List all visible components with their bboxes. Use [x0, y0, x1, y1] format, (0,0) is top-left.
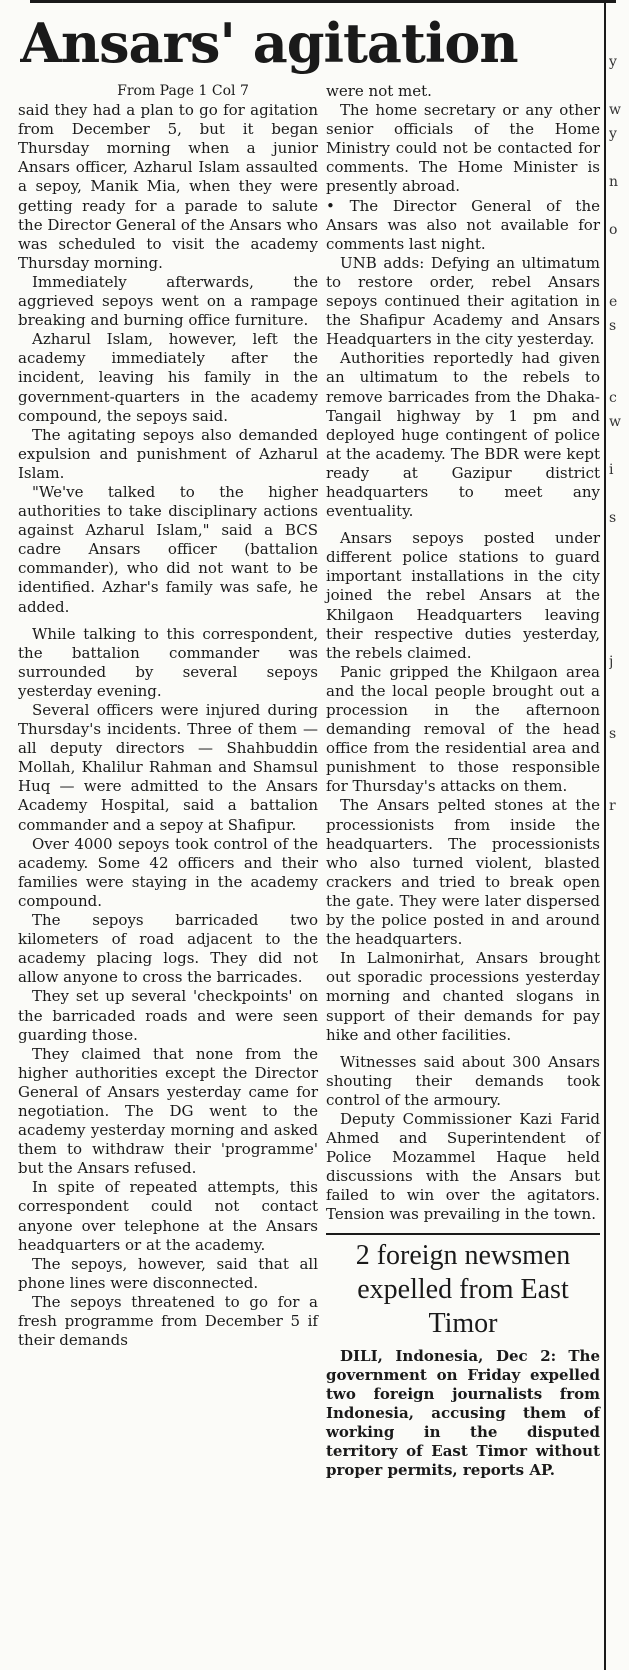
- dateline: DILI, Indonesia, Dec 2:: [340, 1346, 557, 1365]
- edge-letter: w: [609, 414, 621, 430]
- paragraph: The sepoys barricaded two kilometers of road adjacent to the academy placing logs. They did not allow anyone to cross the barricades.: [18, 911, 318, 987]
- paragraph: Immediately afterwards, the aggrieved sepoys went on a rampage breaking and burning office furniture.: [18, 272, 318, 330]
- column-rule: [604, 0, 606, 1670]
- edge-letter: s: [609, 726, 617, 742]
- paragraph: Ansars sepoys posted under different police stations to guard important installations in the city joined the rebel Ansars at the Khilgaon Headquarters leaving their respective duties yesterday, the rebels claimed.: [326, 529, 600, 662]
- edge-letter: i: [609, 462, 614, 478]
- edge-letter: y: [609, 126, 617, 142]
- paragraph: In spite of repeated attempts, this correspondent could not contact anyone over telephone at the Ansars headquarters or at the academy.: [18, 1178, 318, 1254]
- paragraph: "We've talked to the higher authorities to take disciplinary actions against Azharul Islam," said a BCS cadre Ansars officer (battalion commander), who did not want to be identified. Azhar's family was safe, he added.: [18, 482, 318, 616]
- edge-letter: [609, 674, 629, 698]
- edge-letter: w: [609, 102, 621, 118]
- edge-letter: e: [609, 294, 618, 310]
- edge-letter: [609, 530, 629, 554]
- edge-letter: [609, 890, 629, 914]
- paragraph: While talking to this correspondent, the battalion commander was surrounded by several sepoys yesterday evening.: [18, 624, 318, 700]
- edge-letter: [609, 818, 629, 842]
- article-column-1: [18, 82, 318, 1350]
- paragraph: The agitating sepoys also demanded expulsion and punishment of Azharul Islam.: [18, 425, 318, 482]
- edge-letter: [609, 482, 629, 506]
- edge-letter: s: [609, 318, 617, 334]
- edge-letter: [609, 338, 629, 362]
- paragraph: Witnesses said about 300 Ansars shouting their demands took control of the armoury.: [326, 1052, 600, 1109]
- paragraph: Over 4000 sepoys took control of the academy. Some 42 officers and their families were staying in the academy compound.: [18, 834, 318, 910]
- edge-letter: [609, 770, 629, 794]
- paragraph: The home secretary or any other senior officials of the Home Ministry could not be contacted for comments. The Home Minister is presently abroad.: [326, 101, 600, 196]
- edge-letter: [609, 578, 629, 602]
- edge-letter: s: [609, 510, 617, 526]
- paragraph: • The Director General of the Ansars was also not available for comments last night.: [326, 196, 600, 253]
- edge-letter: n: [609, 174, 619, 190]
- paragraph: The Ansars pelted stones at the processionists from inside the headquarters. The processionists who also turned violent, blasted crackers and tried to break open the gate. They were later dispersed by the police posted in and around the headquarters.: [326, 796, 600, 949]
- second-story-body: [326, 1347, 600, 1481]
- story-divider: [326, 1233, 600, 1235]
- paragraph: In Lalmonirhat, Ansars brought out sporadic processions yesterday morning and chanted slogans in support of their demands for pay hike and other facilities.: [326, 949, 600, 1044]
- paragraph: Panic gripped the Khilgaon area and the local people brought out a procession in the afternoon demanding removal of the head office from the residential area and punishment to those responsible for Thursday's attacks on them.: [326, 662, 600, 796]
- second-story-headline: 2 foreign newsmen expelled from East Timor: [355, 1239, 571, 1339]
- edge-letter: [609, 602, 629, 626]
- second-story-text: The government on Friday expelled two foreign journalists from Indonesia, accusing them of working in the disputed territory of East Timor without proper permits, reports AP.: [326, 1346, 600, 1480]
- edge-letter: [609, 866, 629, 890]
- edge-letter: j: [609, 654, 614, 670]
- paragraph: UNB adds: Defying an ultimatum to restore order, rebel Ansars sepoys continued their agitation in the Shafipur Academy and Ansars Headquarters in the city yesterday.: [326, 253, 600, 349]
- paragraph: Deputy Commissioner Kazi Farid Ahmed and Superintendent of Police Mozammel Haque held discussions with the Ansars but failed to win over the agitators. Tension was prevailing in the town.: [326, 1109, 600, 1224]
- paragraph: They claimed that none from the higher authorities except the Director General of Ansars yesterday came for negotiation. The DG went to the academy yesterday morning and asked them to withdraw their 'programme' but the Ansars refused.: [18, 1044, 318, 1178]
- edge-letter: y: [609, 54, 617, 70]
- edge-letter: [609, 554, 629, 578]
- byline: From Page 1 Col 7: [117, 83, 249, 99]
- paragraph: Several officers were injured during Thursday's incidents. Three of them — all deputy directors — Shahbuddin Mollah, Khalilur Rahman and Shamsul Huq — were admitted to the Ansars Academy Hospital, said a battalion commander and a sepoy at Shafipur.: [18, 701, 318, 834]
- edge-letter: [609, 746, 629, 770]
- paragraph: Azharul Islam, however, left the academy immediately after the incident, leaving his family in the government-quarters in the academy compound, the sepoys said.: [18, 330, 318, 425]
- edge-letter: [609, 842, 629, 866]
- adjacent-column-fragment: [609, 50, 629, 914]
- edge-letter: o: [609, 222, 618, 238]
- edge-letter: r: [609, 798, 616, 814]
- edge-letter: [609, 194, 629, 218]
- paragraph: Authorities reportedly had given an ultimatum to the rebels to remove barricades from the Dhaka-Tangail highway by 1 pm and deployed huge contingent of police at the academy. The BDR were kept ready at Gazipur district headquarters to meet any eventuality.: [326, 349, 600, 521]
- edge-letter: c: [609, 390, 617, 406]
- paragraph: They set up several 'checkpoints' on the barricaded roads and were seen guarding those.: [18, 987, 318, 1044]
- edge-letter: [609, 362, 629, 386]
- paragraph: The sepoys, however, said that all phone lines were disconnected.: [18, 1254, 318, 1292]
- edge-letter: [609, 242, 629, 266]
- article-column-2: [326, 82, 600, 1480]
- edge-letter: [609, 626, 629, 650]
- edge-letter: [609, 434, 629, 458]
- edge-letter: [609, 266, 629, 290]
- paragraph: The sepoys threatened to go for a fresh programme from December 5 if their demands: [18, 1292, 318, 1350]
- edge-letter: [609, 146, 629, 170]
- edge-letter: [609, 74, 629, 98]
- paragraph: were not met.: [326, 82, 432, 100]
- headline: Ansars' agitation: [20, 11, 518, 75]
- paragraph: said they had a plan to go for agitation from December 5, but it began Thursday morning when a junior Ansars officer, Azharul Islam assaulted a sepoy, Manik Mia, when they were getting ready for a parade to salute the Director General of the Ansars who was scheduled to visit the academy Thursday morning.: [18, 101, 318, 272]
- edge-letter: [609, 698, 629, 722]
